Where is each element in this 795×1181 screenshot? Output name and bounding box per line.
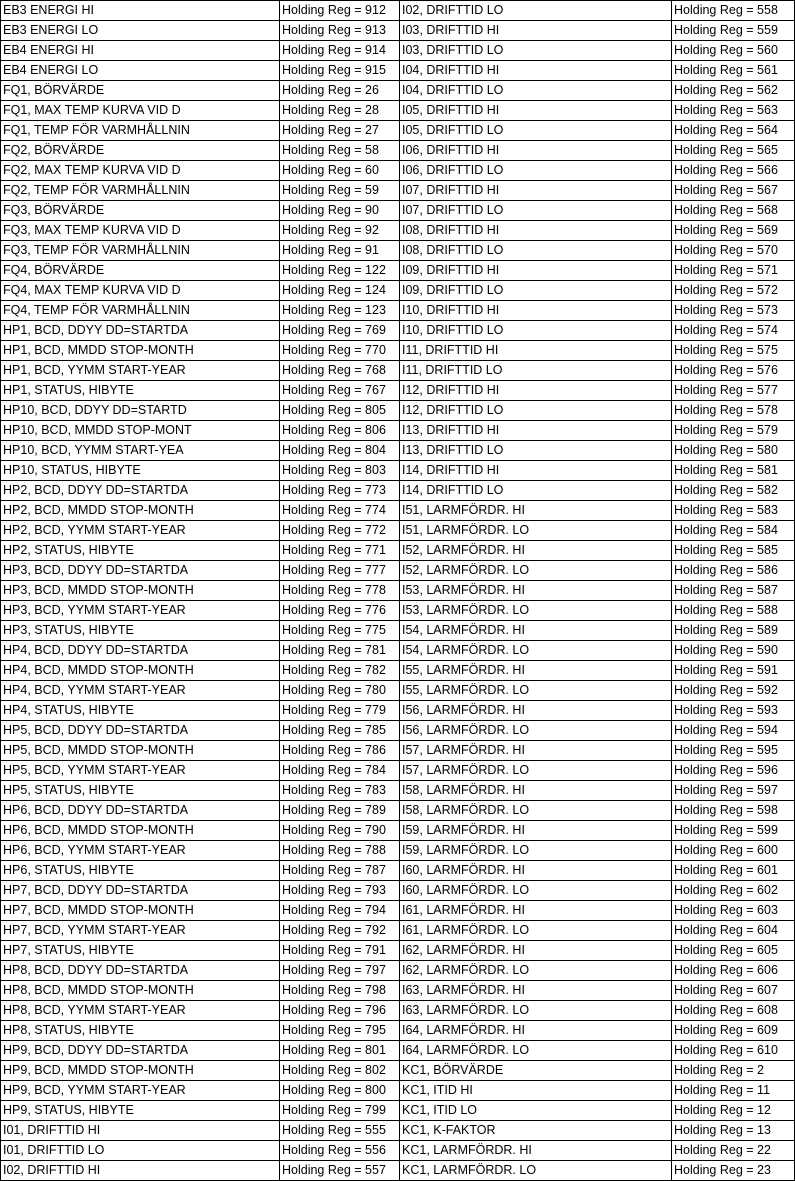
register-address-cell[interactable]: Holding Reg = 798 bbox=[280, 981, 400, 1001]
signal-name-cell[interactable]: HP4, BCD, MMDD STOP-MONTH bbox=[1, 661, 280, 681]
register-address-cell[interactable]: Holding Reg = 26 bbox=[280, 81, 400, 101]
signal-name-cell[interactable]: FQ3, TEMP FÖR VARMHÅLLNIN bbox=[1, 241, 280, 261]
register-address-cell[interactable]: Holding Reg = 583 bbox=[672, 501, 795, 521]
register-address-cell[interactable]: Holding Reg = 797 bbox=[280, 961, 400, 981]
signal-name-cell[interactable]: FQ4, MAX TEMP KURVA VID D bbox=[1, 281, 280, 301]
register-address-cell[interactable]: Holding Reg = 781 bbox=[280, 641, 400, 661]
register-address-cell[interactable]: Holding Reg = 801 bbox=[280, 1041, 400, 1061]
register-address-cell[interactable]: Holding Reg = 791 bbox=[280, 941, 400, 961]
signal-name-cell[interactable]: HP10, BCD, MMDD STOP-MONT bbox=[1, 421, 280, 441]
register-address-cell[interactable]: Holding Reg = 609 bbox=[672, 1021, 795, 1041]
register-address-cell[interactable]: Holding Reg = 792 bbox=[280, 921, 400, 941]
signal-name-cell[interactable]: I55, LARMFÖRDR. LO bbox=[400, 681, 672, 701]
register-address-cell[interactable]: Holding Reg = 602 bbox=[672, 881, 795, 901]
register-address-cell[interactable]: Holding Reg = 780 bbox=[280, 681, 400, 701]
signal-name-cell[interactable]: I08, DRIFTTID HI bbox=[400, 221, 672, 241]
signal-name-cell[interactable]: HP4, BCD, YYMM START-YEAR bbox=[1, 681, 280, 701]
register-address-cell[interactable]: Holding Reg = 557 bbox=[280, 1161, 400, 1181]
signal-name-cell[interactable]: I06, DRIFTTID LO bbox=[400, 161, 672, 181]
table-row bbox=[1, 661, 795, 681]
table-row bbox=[1, 721, 795, 741]
register-address-cell[interactable]: Holding Reg = 28 bbox=[280, 101, 400, 121]
signal-name-cell[interactable]: FQ3, MAX TEMP KURVA VID D bbox=[1, 221, 280, 241]
register-address-cell[interactable]: Holding Reg = 584 bbox=[672, 521, 795, 541]
table-row bbox=[1, 941, 795, 961]
register-address-cell[interactable]: Holding Reg = 558 bbox=[672, 1, 795, 21]
register-address-cell[interactable]: Holding Reg = 591 bbox=[672, 661, 795, 681]
register-address-cell[interactable]: Holding Reg = 570 bbox=[672, 241, 795, 261]
signal-name-cell[interactable]: I58, LARMFÖRDR. HI bbox=[400, 781, 672, 801]
signal-name-cell[interactable]: I53, LARMFÖRDR. HI bbox=[400, 581, 672, 601]
register-address-cell[interactable]: Holding Reg = 556 bbox=[280, 1141, 400, 1161]
signal-name-cell[interactable]: I61, LARMFÖRDR. HI bbox=[400, 901, 672, 921]
register-address-cell[interactable]: Holding Reg = 795 bbox=[280, 1021, 400, 1041]
register-address-cell[interactable]: Holding Reg = 91 bbox=[280, 241, 400, 261]
table-row bbox=[1, 581, 795, 601]
signal-name-cell[interactable]: HP4, BCD, DDYY DD=STARTDA bbox=[1, 641, 280, 661]
table-row bbox=[1, 261, 795, 281]
register-address-cell[interactable]: Holding Reg = 603 bbox=[672, 901, 795, 921]
register-address-cell[interactable]: Holding Reg = 596 bbox=[672, 761, 795, 781]
register-address-cell[interactable]: Holding Reg = 607 bbox=[672, 981, 795, 1001]
table-row bbox=[1, 741, 795, 761]
register-address-cell[interactable]: Holding Reg = 806 bbox=[280, 421, 400, 441]
signal-name-cell[interactable]: I01, DRIFTTID HI bbox=[1, 1121, 280, 1141]
table-row bbox=[1, 1141, 795, 1161]
register-address-cell[interactable]: Holding Reg = 779 bbox=[280, 701, 400, 721]
signal-name-cell[interactable]: I10, DRIFTTID LO bbox=[400, 321, 672, 341]
signal-name-cell[interactable]: I58, LARMFÖRDR. LO bbox=[400, 801, 672, 821]
register-address-cell[interactable]: Holding Reg = 597 bbox=[672, 781, 795, 801]
signal-name-cell[interactable]: I10, DRIFTTID HI bbox=[400, 301, 672, 321]
signal-name-cell[interactable]: HP1, STATUS, HIBYTE bbox=[1, 381, 280, 401]
table-row bbox=[1, 401, 795, 421]
register-address-cell[interactable]: Holding Reg = 600 bbox=[672, 841, 795, 861]
signal-name-cell[interactable]: HP7, BCD, YYMM START-YEAR bbox=[1, 921, 280, 941]
signal-name-cell[interactable]: I53, LARMFÖRDR. LO bbox=[400, 601, 672, 621]
register-address-cell[interactable]: Holding Reg = 598 bbox=[672, 801, 795, 821]
register-address-cell[interactable]: Holding Reg = 586 bbox=[672, 561, 795, 581]
table-row bbox=[1, 981, 795, 1001]
signal-name-cell[interactable]: I52, LARMFÖRDR. LO bbox=[400, 561, 672, 581]
signal-name-cell[interactable]: I63, LARMFÖRDR. LO bbox=[400, 1001, 672, 1021]
table-row bbox=[1, 181, 795, 201]
register-address-cell[interactable]: Holding Reg = 560 bbox=[672, 41, 795, 61]
signal-name-cell[interactable]: HP6, BCD, MMDD STOP-MONTH bbox=[1, 821, 280, 841]
table-row bbox=[1, 641, 795, 661]
register-address-cell[interactable]: Holding Reg = 564 bbox=[672, 121, 795, 141]
register-address-cell[interactable]: Holding Reg = 569 bbox=[672, 221, 795, 241]
signal-name-cell[interactable]: I59, LARMFÖRDR. LO bbox=[400, 841, 672, 861]
register-address-cell[interactable]: Holding Reg = 805 bbox=[280, 401, 400, 421]
signal-name-cell[interactable]: I04, DRIFTTID LO bbox=[400, 81, 672, 101]
signal-name-cell[interactable]: I13, DRIFTTID LO bbox=[400, 441, 672, 461]
register-address-cell[interactable]: Holding Reg = 788 bbox=[280, 841, 400, 861]
register-address-cell[interactable]: Holding Reg = 60 bbox=[280, 161, 400, 181]
signal-name-cell[interactable]: FQ1, TEMP FÖR VARMHÅLLNIN bbox=[1, 121, 280, 141]
signal-name-cell[interactable]: I09, DRIFTTID HI bbox=[400, 261, 672, 281]
register-address-cell[interactable]: Holding Reg = 573 bbox=[672, 301, 795, 321]
register-address-cell[interactable]: Holding Reg = 11 bbox=[672, 1081, 795, 1101]
signal-name-cell[interactable]: I11, DRIFTTID HI bbox=[400, 341, 672, 361]
table-row bbox=[1, 341, 795, 361]
signal-name-cell[interactable]: KC1, LARMFÖRDR. HI bbox=[400, 1141, 672, 1161]
register-address-cell[interactable]: Holding Reg = 767 bbox=[280, 381, 400, 401]
signal-name-cell[interactable]: I61, LARMFÖRDR. LO bbox=[400, 921, 672, 941]
table-row bbox=[1, 761, 795, 781]
register-address-cell[interactable]: Holding Reg = 783 bbox=[280, 781, 400, 801]
signal-name-cell[interactable]: I12, DRIFTTID LO bbox=[400, 401, 672, 421]
table-row bbox=[1, 541, 795, 561]
signal-name-cell[interactable]: I14, DRIFTTID HI bbox=[400, 461, 672, 481]
signal-name-cell[interactable]: I03, DRIFTTID HI bbox=[400, 21, 672, 41]
signal-name-cell[interactable]: HP8, BCD, YYMM START-YEAR bbox=[1, 1001, 280, 1021]
register-address-cell[interactable]: Holding Reg = 589 bbox=[672, 621, 795, 641]
table-row bbox=[1, 281, 795, 301]
signal-name-cell[interactable]: HP9, BCD, MMDD STOP-MONTH bbox=[1, 1061, 280, 1081]
table-row bbox=[1, 121, 795, 141]
register-address-cell[interactable]: Holding Reg = 593 bbox=[672, 701, 795, 721]
register-address-cell[interactable]: Holding Reg = 594 bbox=[672, 721, 795, 741]
signal-name-cell[interactable]: HP7, BCD, DDYY DD=STARTDA bbox=[1, 881, 280, 901]
register-address-cell[interactable]: Holding Reg = 580 bbox=[672, 441, 795, 461]
register-address-cell[interactable]: Holding Reg = 122 bbox=[280, 261, 400, 281]
signal-name-cell[interactable]: HP9, STATUS, HIBYTE bbox=[1, 1101, 280, 1121]
table-row bbox=[1, 1101, 795, 1121]
table-row bbox=[1, 421, 795, 441]
signal-name-cell[interactable]: I12, DRIFTTID HI bbox=[400, 381, 672, 401]
register-address-cell[interactable]: Holding Reg = 2 bbox=[672, 1061, 795, 1081]
table-row bbox=[1, 1081, 795, 1101]
register-address-cell[interactable]: Holding Reg = 800 bbox=[280, 1081, 400, 1101]
table-row bbox=[1, 1021, 795, 1041]
register-address-cell[interactable]: Holding Reg = 776 bbox=[280, 601, 400, 621]
signal-name-cell[interactable]: HP8, STATUS, HIBYTE bbox=[1, 1021, 280, 1041]
table-row bbox=[1, 1121, 795, 1141]
register-address-cell[interactable]: Holding Reg = 90 bbox=[280, 201, 400, 221]
signal-name-cell[interactable]: HP1, BCD, YYMM START-YEAR bbox=[1, 361, 280, 381]
register-address-cell[interactable]: Holding Reg = 13 bbox=[672, 1121, 795, 1141]
signal-name-cell[interactable]: HP3, BCD, YYMM START-YEAR bbox=[1, 601, 280, 621]
signal-name-cell[interactable]: HP3, BCD, MMDD STOP-MONTH bbox=[1, 581, 280, 601]
register-address-cell[interactable]: Holding Reg = 799 bbox=[280, 1101, 400, 1121]
table-row bbox=[1, 901, 795, 921]
signal-name-cell[interactable]: I07, DRIFTTID LO bbox=[400, 201, 672, 221]
signal-name-cell[interactable]: I64, LARMFÖRDR. LO bbox=[400, 1041, 672, 1061]
register-address-cell[interactable]: Holding Reg = 782 bbox=[280, 661, 400, 681]
signal-name-cell[interactable]: I52, LARMFÖRDR. HI bbox=[400, 541, 672, 561]
register-address-cell[interactable]: Holding Reg = 566 bbox=[672, 161, 795, 181]
signal-name-cell[interactable]: FQ3, BÖRVÄRDE bbox=[1, 201, 280, 221]
register-address-cell[interactable]: Holding Reg = 912 bbox=[280, 1, 400, 21]
signal-name-cell[interactable]: KC1, ITID HI bbox=[400, 1081, 672, 1101]
signal-name-cell[interactable]: KC1, BÖRVÄRDE bbox=[400, 1061, 672, 1081]
table-row bbox=[1, 681, 795, 701]
register-address-cell[interactable]: Holding Reg = 561 bbox=[672, 61, 795, 81]
table-row bbox=[1, 1161, 795, 1181]
register-address-cell[interactable]: Holding Reg = 786 bbox=[280, 741, 400, 761]
table-row bbox=[1, 821, 795, 841]
signal-name-cell[interactable]: I09, DRIFTTID LO bbox=[400, 281, 672, 301]
signal-name-cell[interactable]: HP9, BCD, YYMM START-YEAR bbox=[1, 1081, 280, 1101]
signal-name-cell[interactable]: HP7, STATUS, HIBYTE bbox=[1, 941, 280, 961]
signal-name-cell[interactable]: I59, LARMFÖRDR. HI bbox=[400, 821, 672, 841]
signal-name-cell[interactable]: EB3 ENERGI HI bbox=[1, 1, 280, 21]
table-row bbox=[1, 361, 795, 381]
signal-name-cell[interactable]: HP1, BCD, MMDD STOP-MONTH bbox=[1, 341, 280, 361]
signal-name-cell[interactable]: FQ4, TEMP FÖR VARMHÅLLNIN bbox=[1, 301, 280, 321]
signal-name-cell[interactable]: EB3 ENERGI LO bbox=[1, 21, 280, 41]
signal-name-cell[interactable]: I62, LARMFÖRDR. LO bbox=[400, 961, 672, 981]
register-address-cell[interactable]: Holding Reg = 789 bbox=[280, 801, 400, 821]
signal-name-cell[interactable]: HP10, STATUS, HIBYTE bbox=[1, 461, 280, 481]
register-address-cell[interactable]: Holding Reg = 588 bbox=[672, 601, 795, 621]
table-row bbox=[1, 141, 795, 161]
table-row bbox=[1, 481, 795, 501]
signal-name-cell[interactable]: KC1, K-FAKTOR bbox=[400, 1121, 672, 1141]
signal-name-cell[interactable]: I02, DRIFTTID HI bbox=[1, 1161, 280, 1181]
register-address-cell[interactable]: Holding Reg = 565 bbox=[672, 141, 795, 161]
signal-name-cell[interactable]: HP2, BCD, DDYY DD=STARTDA bbox=[1, 481, 280, 501]
signal-name-cell[interactable]: HP5, BCD, DDYY DD=STARTDA bbox=[1, 721, 280, 741]
register-address-cell[interactable]: Holding Reg = 778 bbox=[280, 581, 400, 601]
table-row bbox=[1, 61, 795, 81]
table-row bbox=[1, 961, 795, 981]
table-row bbox=[1, 241, 795, 261]
signal-name-cell[interactable]: HP8, BCD, DDYY DD=STARTDA bbox=[1, 961, 280, 981]
register-address-cell[interactable]: Holding Reg = 585 bbox=[672, 541, 795, 561]
register-address-cell[interactable]: Holding Reg = 794 bbox=[280, 901, 400, 921]
signal-name-cell[interactable]: FQ2, TEMP FÖR VARMHÅLLNIN bbox=[1, 181, 280, 201]
register-address-cell[interactable]: Holding Reg = 562 bbox=[672, 81, 795, 101]
register-address-cell[interactable]: Holding Reg = 592 bbox=[672, 681, 795, 701]
signal-name-cell[interactable]: I05, DRIFTTID HI bbox=[400, 101, 672, 121]
register-address-cell[interactable]: Holding Reg = 774 bbox=[280, 501, 400, 521]
signal-name-cell[interactable]: I60, LARMFÖRDR. LO bbox=[400, 881, 672, 901]
signal-name-cell[interactable]: HP6, BCD, DDYY DD=STARTDA bbox=[1, 801, 280, 821]
table-row bbox=[1, 221, 795, 241]
signal-name-cell[interactable]: HP2, BCD, MMDD STOP-MONTH bbox=[1, 501, 280, 521]
signal-name-cell[interactable]: HP1, BCD, DDYY DD=STARTDA bbox=[1, 321, 280, 341]
signal-name-cell[interactable]: HP5, STATUS, HIBYTE bbox=[1, 781, 280, 801]
register-address-cell[interactable]: Holding Reg = 601 bbox=[672, 861, 795, 881]
register-address-cell[interactable]: Holding Reg = 804 bbox=[280, 441, 400, 461]
table-row bbox=[1, 861, 795, 881]
table-row bbox=[1, 81, 795, 101]
table-row bbox=[1, 881, 795, 901]
register-address-cell[interactable]: Holding Reg = 787 bbox=[280, 861, 400, 881]
signal-name-cell[interactable]: HP3, BCD, DDYY DD=STARTDA bbox=[1, 561, 280, 581]
register-address-cell[interactable]: Holding Reg = 572 bbox=[672, 281, 795, 301]
signal-name-cell[interactable]: I60, LARMFÖRDR. HI bbox=[400, 861, 672, 881]
register-address-cell[interactable]: Holding Reg = 914 bbox=[280, 41, 400, 61]
table-row bbox=[1, 921, 795, 941]
register-address-cell[interactable]: Holding Reg = 915 bbox=[280, 61, 400, 81]
register-address-cell[interactable]: Holding Reg = 92 bbox=[280, 221, 400, 241]
signal-name-cell[interactable]: I56, LARMFÖRDR. LO bbox=[400, 721, 672, 741]
signal-name-cell[interactable]: FQ1, MAX TEMP KURVA VID D bbox=[1, 101, 280, 121]
register-address-cell[interactable]: Holding Reg = 574 bbox=[672, 321, 795, 341]
signal-name-cell[interactable]: HP5, BCD, MMDD STOP-MONTH bbox=[1, 741, 280, 761]
register-address-cell[interactable]: Holding Reg = 769 bbox=[280, 321, 400, 341]
signal-name-cell[interactable]: I51, LARMFÖRDR. HI bbox=[400, 501, 672, 521]
register-address-cell[interactable]: Holding Reg = 567 bbox=[672, 181, 795, 201]
table-row bbox=[1, 521, 795, 541]
signal-name-cell[interactable]: FQ2, MAX TEMP KURVA VID D bbox=[1, 161, 280, 181]
register-address-cell[interactable]: Holding Reg = 802 bbox=[280, 1061, 400, 1081]
register-address-cell[interactable]: Holding Reg = 605 bbox=[672, 941, 795, 961]
signal-name-cell[interactable]: I54, LARMFÖRDR. LO bbox=[400, 641, 672, 661]
signal-name-cell[interactable]: HP9, BCD, DDYY DD=STARTDA bbox=[1, 1041, 280, 1061]
signal-name-cell[interactable]: KC1, ITID LO bbox=[400, 1101, 672, 1121]
register-address-cell[interactable]: Holding Reg = 559 bbox=[672, 21, 795, 41]
table-row bbox=[1, 1001, 795, 1021]
register-address-cell[interactable]: Holding Reg = 578 bbox=[672, 401, 795, 421]
register-address-cell[interactable]: Holding Reg = 772 bbox=[280, 521, 400, 541]
signal-name-cell[interactable]: KC1, LARMFÖRDR. LO bbox=[400, 1161, 672, 1181]
register-address-cell[interactable]: Holding Reg = 581 bbox=[672, 461, 795, 481]
register-address-cell[interactable]: Holding Reg = 610 bbox=[672, 1041, 795, 1061]
signal-name-cell[interactable]: EB4 ENERGI HI bbox=[1, 41, 280, 61]
signal-name-cell[interactable]: HP7, BCD, MMDD STOP-MONTH bbox=[1, 901, 280, 921]
signal-name-cell[interactable]: I64, LARMFÖRDR. HI bbox=[400, 1021, 672, 1041]
register-address-cell[interactable]: Holding Reg = 803 bbox=[280, 461, 400, 481]
signal-name-cell[interactable]: FQ1, BÖRVÄRDE bbox=[1, 81, 280, 101]
register-table-body bbox=[1, 1, 795, 1181]
register-address-cell[interactable]: Holding Reg = 124 bbox=[280, 281, 400, 301]
signal-name-cell[interactable]: FQ4, BÖRVÄRDE bbox=[1, 261, 280, 281]
table-row bbox=[1, 161, 795, 181]
signal-name-cell[interactable]: HP2, BCD, YYMM START-YEAR bbox=[1, 521, 280, 541]
signal-name-cell[interactable]: I06, DRIFTTID HI bbox=[400, 141, 672, 161]
register-address-cell[interactable]: Holding Reg = 58 bbox=[280, 141, 400, 161]
table-row bbox=[1, 201, 795, 221]
register-address-cell[interactable]: Holding Reg = 555 bbox=[280, 1121, 400, 1141]
signal-name-cell[interactable]: I03, DRIFTTID LO bbox=[400, 41, 672, 61]
table-row bbox=[1, 321, 795, 341]
table-row bbox=[1, 781, 795, 801]
signal-name-cell[interactable]: HP4, STATUS, HIBYTE bbox=[1, 701, 280, 721]
signal-name-cell[interactable]: I57, LARMFÖRDR. HI bbox=[400, 741, 672, 761]
register-address-cell[interactable]: Holding Reg = 590 bbox=[672, 641, 795, 661]
register-address-cell[interactable]: Holding Reg = 575 bbox=[672, 341, 795, 361]
signal-name-cell[interactable]: HP6, STATUS, HIBYTE bbox=[1, 861, 280, 881]
signal-name-cell[interactable]: I56, LARMFÖRDR. HI bbox=[400, 701, 672, 721]
signal-name-cell[interactable]: I11, DRIFTTID LO bbox=[400, 361, 672, 381]
register-address-cell[interactable]: Holding Reg = 793 bbox=[280, 881, 400, 901]
table-row bbox=[1, 101, 795, 121]
signal-name-cell[interactable]: I05, DRIFTTID LO bbox=[400, 121, 672, 141]
signal-name-cell[interactable]: I04, DRIFTTID HI bbox=[400, 61, 672, 81]
register-address-cell[interactable]: Holding Reg = 775 bbox=[280, 621, 400, 641]
table-row bbox=[1, 381, 795, 401]
table-row bbox=[1, 621, 795, 641]
register-address-cell[interactable]: Holding Reg = 582 bbox=[672, 481, 795, 501]
register-address-cell[interactable]: Holding Reg = 12 bbox=[672, 1101, 795, 1121]
signal-name-cell[interactable]: HP8, BCD, MMDD STOP-MONTH bbox=[1, 981, 280, 1001]
signal-name-cell[interactable]: I02, DRIFTTID LO bbox=[400, 1, 672, 21]
register-address-cell[interactable]: Holding Reg = 796 bbox=[280, 1001, 400, 1021]
signal-name-cell[interactable]: EB4 ENERGI LO bbox=[1, 61, 280, 81]
table-row bbox=[1, 461, 795, 481]
signal-name-cell[interactable]: I62, LARMFÖRDR. HI bbox=[400, 941, 672, 961]
signal-name-cell[interactable]: I07, DRIFTTID HI bbox=[400, 181, 672, 201]
table-row bbox=[1, 21, 795, 41]
signal-name-cell[interactable]: I55, LARMFÖRDR. HI bbox=[400, 661, 672, 681]
signal-name-cell[interactable]: I14, DRIFTTID LO bbox=[400, 481, 672, 501]
signal-name-cell[interactable]: I13, DRIFTTID HI bbox=[400, 421, 672, 441]
table-row bbox=[1, 801, 795, 821]
signal-name-cell[interactable]: HP6, BCD, YYMM START-YEAR bbox=[1, 841, 280, 861]
register-address-cell[interactable]: Holding Reg = 599 bbox=[672, 821, 795, 841]
register-address-cell[interactable]: Holding Reg = 579 bbox=[672, 421, 795, 441]
signal-name-cell[interactable]: I63, LARMFÖRDR. HI bbox=[400, 981, 672, 1001]
table-row bbox=[1, 1041, 795, 1061]
register-address-cell[interactable]: Holding Reg = 22 bbox=[672, 1141, 795, 1161]
table-row bbox=[1, 701, 795, 721]
register-address-cell[interactable]: Holding Reg = 604 bbox=[672, 921, 795, 941]
table-row bbox=[1, 1, 795, 21]
register-address-cell[interactable]: Holding Reg = 587 bbox=[672, 581, 795, 601]
register-address-cell[interactable]: Holding Reg = 770 bbox=[280, 341, 400, 361]
signal-name-cell[interactable]: HP3, STATUS, HIBYTE bbox=[1, 621, 280, 641]
register-address-cell[interactable]: Holding Reg = 777 bbox=[280, 561, 400, 581]
signal-name-cell[interactable]: I01, DRIFTTID LO bbox=[1, 1141, 280, 1161]
table-row bbox=[1, 841, 795, 861]
register-address-cell[interactable]: Holding Reg = 571 bbox=[672, 261, 795, 281]
signal-name-cell[interactable]: HP2, STATUS, HIBYTE bbox=[1, 541, 280, 561]
table-row bbox=[1, 561, 795, 581]
register-address-cell[interactable]: Holding Reg = 768 bbox=[280, 361, 400, 381]
table-row bbox=[1, 301, 795, 321]
signal-name-cell[interactable]: HP10, BCD, DDYY DD=STARTD bbox=[1, 401, 280, 421]
register-address-cell[interactable]: Holding Reg = 568 bbox=[672, 201, 795, 221]
table-row bbox=[1, 41, 795, 61]
register-address-cell[interactable]: Holding Reg = 773 bbox=[280, 481, 400, 501]
register-address-cell[interactable]: Holding Reg = 595 bbox=[672, 741, 795, 761]
register-address-cell[interactable]: Holding Reg = 913 bbox=[280, 21, 400, 41]
register-address-cell[interactable]: Holding Reg = 123 bbox=[280, 301, 400, 321]
register-address-cell[interactable]: Holding Reg = 23 bbox=[672, 1161, 795, 1181]
signal-name-cell[interactable]: I54, LARMFÖRDR. HI bbox=[400, 621, 672, 641]
signal-name-cell[interactable]: FQ2, BÖRVÄRDE bbox=[1, 141, 280, 161]
table-row bbox=[1, 441, 795, 461]
table-row bbox=[1, 601, 795, 621]
table-row bbox=[1, 1061, 795, 1081]
register-address-cell[interactable]: Holding Reg = 608 bbox=[672, 1001, 795, 1021]
register-address-cell[interactable]: Holding Reg = 606 bbox=[672, 961, 795, 981]
signal-name-cell[interactable]: I51, LARMFÖRDR. LO bbox=[400, 521, 672, 541]
register-address-cell[interactable]: Holding Reg = 563 bbox=[672, 101, 795, 121]
signal-name-cell[interactable]: I57, LARMFÖRDR. LO bbox=[400, 761, 672, 781]
register-address-cell[interactable]: Holding Reg = 59 bbox=[280, 181, 400, 201]
signal-name-cell[interactable]: HP5, BCD, YYMM START-YEAR bbox=[1, 761, 280, 781]
register-address-cell[interactable]: Holding Reg = 577 bbox=[672, 381, 795, 401]
register-address-cell[interactable]: Holding Reg = 790 bbox=[280, 821, 400, 841]
register-address-cell[interactable]: Holding Reg = 784 bbox=[280, 761, 400, 781]
table-row bbox=[1, 501, 795, 521]
register-address-cell[interactable]: Holding Reg = 27 bbox=[280, 121, 400, 141]
signal-name-cell[interactable]: I08, DRIFTTID LO bbox=[400, 241, 672, 261]
register-address-cell[interactable]: Holding Reg = 576 bbox=[672, 361, 795, 381]
register-address-cell[interactable]: Holding Reg = 785 bbox=[280, 721, 400, 741]
signal-name-cell[interactable]: HP10, BCD, YYMM START-YEA bbox=[1, 441, 280, 461]
register-address-cell[interactable]: Holding Reg = 771 bbox=[280, 541, 400, 561]
